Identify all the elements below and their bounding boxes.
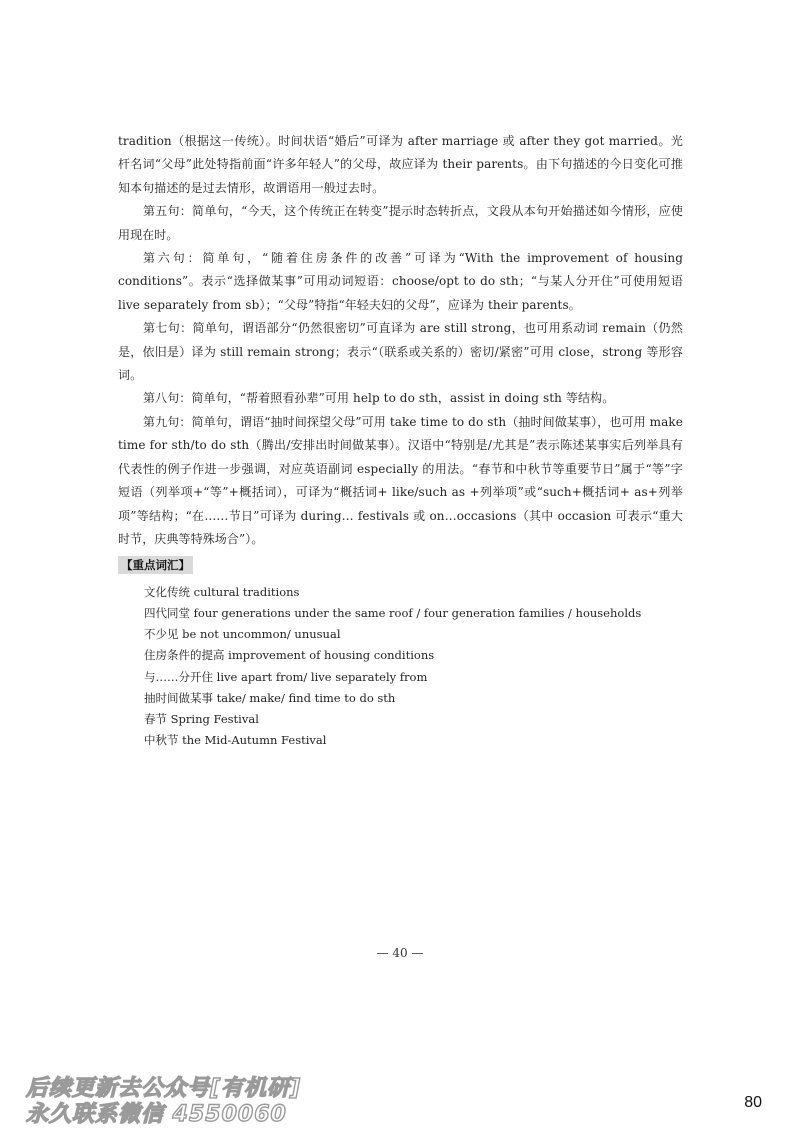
watermark	[26, 1076, 301, 1128]
vocabulary-item: 中秋节 the Mid-Autumn Festival	[144, 733, 327, 748]
watermark-line-2: 永久联系微信 4550060	[26, 1102, 287, 1127]
paragraph-5: 第八句：简单句，“帮着照看孙辈”可用 help to do sth，assist in doing sth 等结构。	[143, 391, 615, 406]
paragraph-3: 第六句：简单句，“随着住房条件的改善”可译为“With the improvement of housing conditions”。表示“选择做某事”可用动词短语：choose/opt to do sth；“与某人分开住”可使用短语 live separately from sb）；“父母”特指“年轻夫妇的父母”，应译为 their parents。	[118, 251, 683, 312]
paragraph-6: 第九句：简单句，谓语“抽时间探望父母”可用 take time to do sth（抽时间做某事），也可用 make time for sth/to do sth（腾出/安排出时间做某事）。汉语中“特别是/尤其是”表示陈述某事实后列举具有代表性的例子作进一步强调，对应英语副词 especially 的用法。“春节和中秋节等重要节日”属于“等”字短语（列举项+“等”+概括词），可译为“概括词+ like/such as +列举项”或“such+概括词+ as+列举项”等结构；“在……节日”可译为 during… festivals 或 on…occasions（其中 occasion 可表示“重大时节，庆典等特殊场合”）。	[118, 414, 683, 546]
paragraph-1: tradition（根据这一传统）。时间状语“婚后”可译为 after marriage 或 after they got married。光杆名词“父母”此处特指前面“许多年轻人”的父母，故应译为 their parents。由下句描述的今日变化可推知本句描述的是过去情形，故谓语用一般过去时。	[118, 134, 683, 195]
watermark-line-1: 后续更新去公众号[有机研]	[26, 1076, 302, 1101]
corner-page-number: 80	[744, 1094, 762, 1111]
vocabulary-item: 与……分开住 live apart from/ live separately from	[144, 669, 428, 684]
vocabulary-item: 抽时间做某事 take/ make/ find time to do sth	[144, 690, 396, 705]
section-title-key-vocabulary: 【重点词汇】	[118, 556, 193, 574]
page-number: — 40 —	[376, 946, 424, 960]
vocabulary-item: 不少见 be not uncommon/ unusual	[144, 627, 341, 642]
vocabulary-item: 住房条件的提高 improvement of housing conditions	[144, 648, 435, 663]
vocabulary-list	[118, 582, 683, 752]
vocabulary-item: 四代同堂 four generations under the same roof / four generation families / households	[144, 605, 642, 620]
vocabulary-item: 文化传统 cultural traditions	[144, 584, 300, 599]
paragraph-2: 第五句：简单句，“今天，这个传统正在转变”提示时态转折点，文段从本句开始描述如今情形，应使用现在时。	[118, 204, 683, 242]
page-content	[118, 130, 683, 751]
vocabulary-item: 春节 Spring Festival	[144, 711, 259, 726]
paragraph-4: 第七句：简单句，谓语部分“仍然很密切”可直译为 are still strong，也可用系动词 remain（仍然是，依旧是）译为 still remain strong；表示“（联系或关系的）密切/紧密”可用 close，strong 等形容词。	[118, 321, 683, 383]
